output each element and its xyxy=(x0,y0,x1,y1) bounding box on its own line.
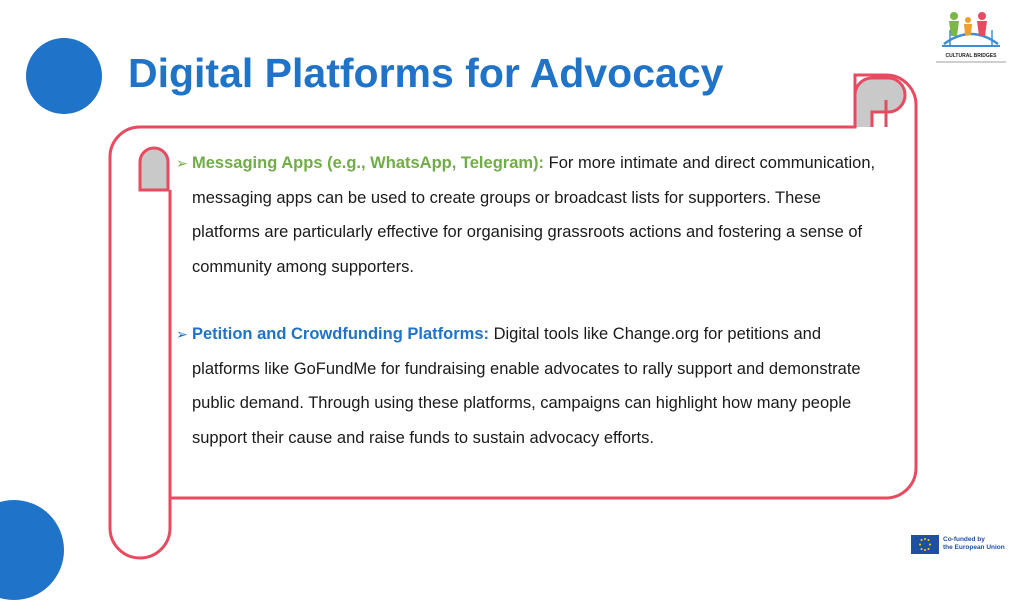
bullet-petition-crowdfunding xyxy=(174,317,889,455)
eu-flag-icon xyxy=(911,535,939,554)
bullet-heading: Messaging Apps (e.g., WhatsApp, Telegram): xyxy=(192,154,545,172)
eu-text xyxy=(943,536,1023,552)
eu-cofunded-badge xyxy=(911,535,1021,555)
slide-title: Digital Platforms for Advocacy xyxy=(128,50,724,96)
eu-line-2: the European Union xyxy=(943,544,1005,551)
eu-line-1: Co-funded by xyxy=(943,536,985,543)
bullet-body: For more intimate and direct communication, messaging apps can be used to create groups or broadcast lists for supporters. These platforms are particularly effective for organising grassroots actions and fostering a sense of community among supporters. xyxy=(192,154,876,276)
content-area xyxy=(174,146,889,455)
bullet-heading: Petition and Crowdfunding Platforms: xyxy=(192,325,489,343)
bullet-messaging-apps xyxy=(174,146,889,284)
bullet-body: Digital tools like Change.org for petitions and platforms like GoFundMe for fundraising enable advocates to rally support and demonstrate public demand. Through using these platforms, campaigns can highlight how many people support their cause and raise funds to sustain advocacy efforts. xyxy=(192,325,861,447)
arrow-bullet-icon: ➢ xyxy=(176,155,188,171)
logo-text: CULTURAL BRIDGES xyxy=(945,53,997,59)
arrow-bullet-icon: ➢ xyxy=(176,326,188,342)
